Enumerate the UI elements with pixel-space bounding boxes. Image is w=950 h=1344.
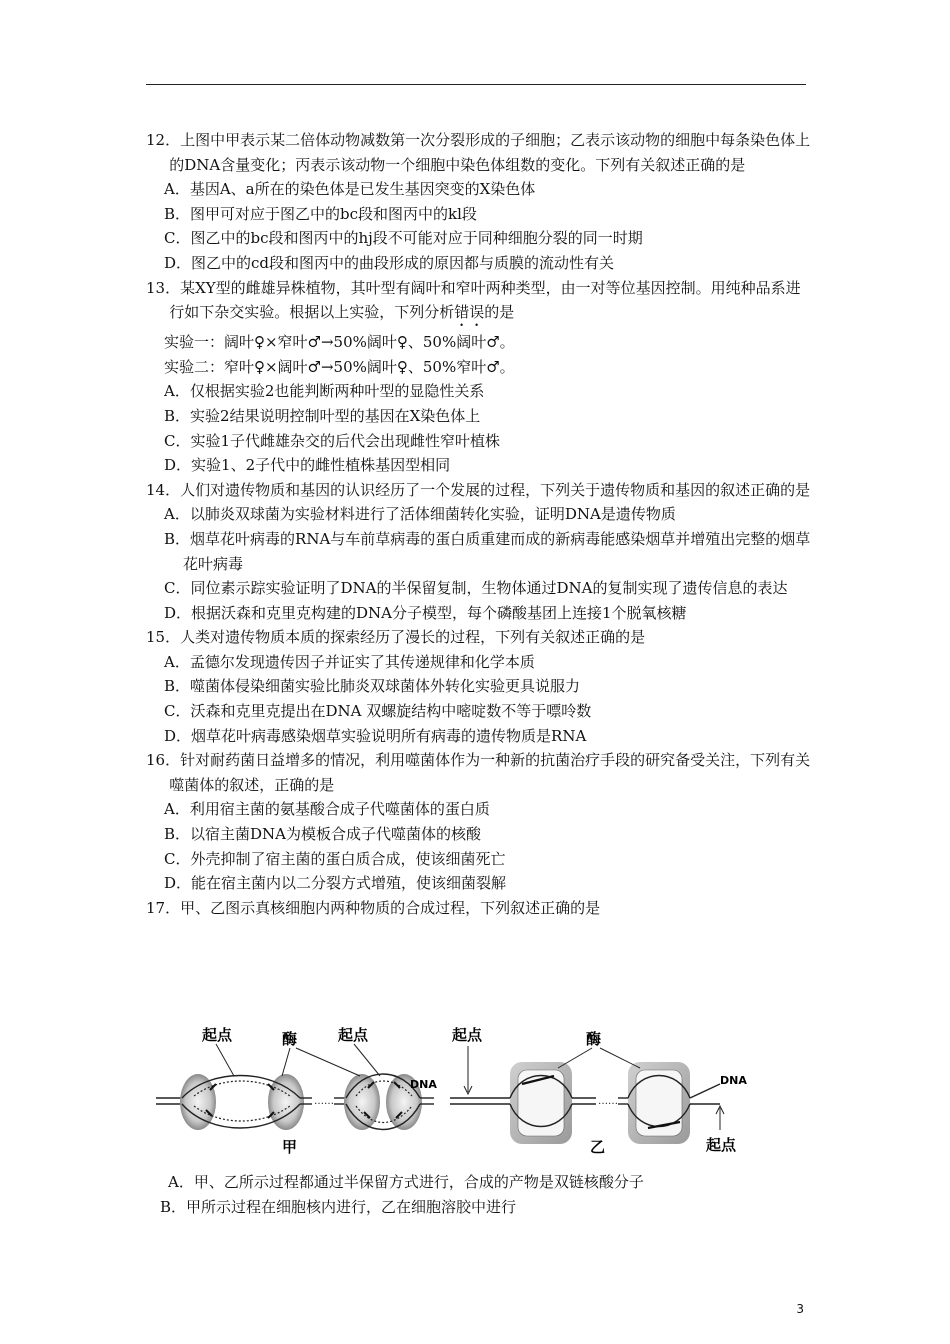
q13-experiment-1: 实验一：阔叶♀×窄叶♂→50%阔叶♀、50%阔叶♂。 bbox=[164, 333, 515, 352]
q16-stem: 16．针对耐药菌日益增多的情况，利用噬菌体作为一种新的抗菌治疗手段的研究备受关注，下列有关噬菌体的叙述，正确的是 bbox=[146, 751, 811, 794]
q12-option-b: B．图甲可对应于图乙中的bc段和图丙中的kl段 bbox=[164, 204, 477, 223]
q14-stem: 14．人们对遗传物质和基因的认识经历了一个发展的过程，下列关于遗传物质和基因的叙述正确的是 bbox=[146, 480, 811, 499]
jia-panel bbox=[156, 1026, 437, 1156]
q14-option-a: A．以肺炎双球菌为实验材料进行了活体细菌转化实验，证明DNA是遗传物质 bbox=[164, 505, 676, 524]
yi-caption: 乙 bbox=[590, 1138, 606, 1156]
yi-panel bbox=[450, 1026, 747, 1156]
q15-option-b: B．噬菌体侵染细菌实验比肺炎双球菌体外转化实验更具说服力 bbox=[164, 677, 581, 696]
jia-origin-label-2: 起点 bbox=[338, 1026, 369, 1044]
yi-dots: …… bbox=[598, 1096, 618, 1107]
jia-enzyme-label: 酶 bbox=[282, 1030, 298, 1048]
jia-origin-label-1: 起点 bbox=[202, 1026, 233, 1044]
q16-option-d: D．能在宿主菌内以二分裂方式增殖，使该细菌裂解 bbox=[164, 874, 507, 893]
q13-option-d: D．实验1、2子代中的雌性植株基因型相同 bbox=[164, 456, 451, 475]
dna-replication-transcription-figure bbox=[150, 1018, 790, 1158]
q13-option-a: A．仅根据实验2也能判断两种叶型的显隐性关系 bbox=[164, 382, 485, 401]
q16-option-a: A．利用宿主菌的氨基酸合成子代噬菌体的蛋白质 bbox=[164, 800, 490, 819]
q13-stem-post: 的是 bbox=[484, 303, 515, 322]
q13-stem-emphasis: 错误 bbox=[454, 303, 485, 322]
q17-stem: 17．甲、乙图示真核细胞内两种物质的合成过程，下列叙述正确的是 bbox=[146, 898, 601, 917]
q15-option-d: D．烟草花叶病毒感染烟草实验说明所有病毒的遗传物质是RNA bbox=[164, 726, 587, 745]
page-number: 3 bbox=[796, 1302, 804, 1316]
q15-stem: 15．人类对遗传物质本质的探索经历了漫长的过程，下列有关叙述正确的是 bbox=[146, 628, 646, 647]
jia-caption: 甲 bbox=[282, 1138, 298, 1156]
q13-experiment-2: 实验二：窄叶♀×阔叶♂→50%阔叶♀、50%窄叶♂。 bbox=[164, 357, 515, 376]
header-rule bbox=[146, 84, 806, 85]
q13-stem-pre: 13．某XY型的雌雄异株植物，其叶型有阔叶和窄叶两种类型，由一对等位基因控制。用纯种品系进行如下杂交实验。根据以上实验，下列分析 bbox=[146, 278, 801, 322]
yi-origin-label-2: 起点 bbox=[706, 1136, 737, 1154]
jia-dna-label: DNA bbox=[410, 1078, 437, 1091]
q12-option-c: C．图乙中的bc段和图丙中的hj段不可能对应于同种细胞分裂的同一时期 bbox=[164, 229, 643, 248]
replication-bubble-1 bbox=[180, 1074, 304, 1130]
q13-option-c: C．实验1子代雌雄杂交的后代会出现雌性窄叶植株 bbox=[164, 431, 501, 450]
question-list bbox=[146, 128, 814, 920]
q16-option-b: B．以宿主菌DNA为模板合成子代噬菌体的核酸 bbox=[164, 825, 482, 844]
yi-enzyme-label: 酶 bbox=[586, 1030, 602, 1048]
q12-stem: 12．上图中甲表示某二倍体动物减数第一次分裂形成的子细胞；乙表示该动物的细胞中每条染色体上的DNA含量变化；丙表示该动物一个细胞中染色体组数的变化。下列有关叙述正确的是 bbox=[146, 131, 811, 174]
q13-option-b: B．实验2结果说明控制叶型的基因在X染色体上 bbox=[164, 406, 481, 425]
q12-option-a: A．基因A、a所在的染色体是已发生基因突变的X染色体 bbox=[164, 180, 536, 199]
jia-dots: …… bbox=[314, 1096, 334, 1107]
q13-stem bbox=[146, 276, 814, 331]
q16-option-c: C．外壳抑制了宿主菌的蛋白质合成，使该细菌死亡 bbox=[164, 849, 506, 868]
q14-option-b: B．烟草花叶病毒的RNA与车前草病毒的蛋白质重建而成的新病毒能感染烟草并增殖出完整的烟草花叶病毒 bbox=[164, 529, 811, 573]
q12-option-d: D．图乙中的cd段和图丙中的曲段形成的原因都与质膜的流动性有关 bbox=[164, 253, 615, 272]
q15-option-a: A．孟德尔发现遗传因子并证实了其传递规律和化学本质 bbox=[164, 652, 535, 671]
q14-option-c: C．同位素示踪实验证明了DNA的半保留复制，生物体通过DNA的复制实现了遗传信息的表达 bbox=[164, 579, 788, 598]
yi-origin-label-1: 起点 bbox=[452, 1026, 483, 1044]
q17-options bbox=[146, 1170, 814, 1219]
q17-option-b: B．甲所示过程在细胞核内进行，乙在细胞溶胶中进行 bbox=[160, 1197, 517, 1216]
q17-option-a: A．甲、乙所示过程都通过半保留方式进行，合成的产物是双链核酸分子 bbox=[168, 1173, 644, 1191]
q14-option-d: D．根据沃森和克里克构建的DNA分子模型，每个磷酸基团上连接1个脱氧核糖 bbox=[164, 603, 687, 622]
enzyme-shape bbox=[180, 1074, 216, 1130]
yi-dna-label: DNA bbox=[720, 1074, 747, 1087]
q15-option-c: C．沃森和克里克提出在DNA 双螺旋结构中嘧啶数不等于嘌呤数 bbox=[164, 702, 592, 721]
